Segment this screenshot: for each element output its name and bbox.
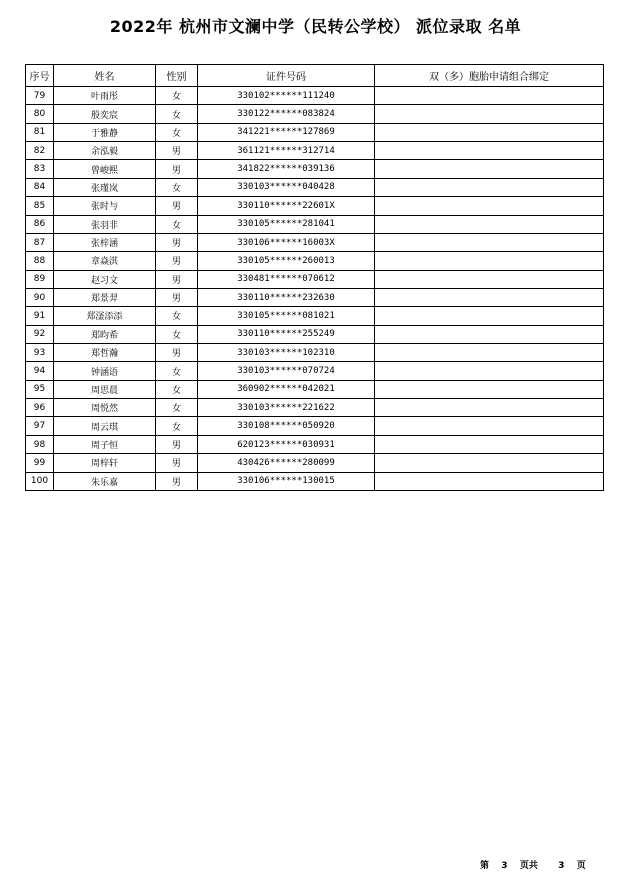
cell-no: 96 [26, 399, 54, 417]
cell-no: 85 [26, 197, 54, 215]
table-row [26, 233, 604, 251]
cell-gender: 男 [156, 454, 198, 472]
cell-no: 94 [26, 362, 54, 380]
table-row [26, 288, 604, 306]
cell-id: 330481******070612 [198, 270, 375, 288]
cell-no: 82 [26, 142, 54, 160]
cell-name: 周悦然 [54, 399, 156, 417]
table-row [26, 87, 604, 105]
cell-twin [375, 362, 604, 380]
cell-name: 周云琪 [54, 417, 156, 435]
cell-gender: 男 [156, 435, 198, 453]
cell-gender: 女 [156, 325, 198, 343]
cell-twin [375, 325, 604, 343]
cell-name: 曾峻熙 [54, 160, 156, 178]
table-row [26, 270, 604, 288]
table-row [26, 142, 604, 160]
cell-gender: 女 [156, 123, 198, 141]
footer-current-page: 3 [501, 861, 508, 871]
cell-twin [375, 178, 604, 196]
cell-twin [375, 123, 604, 141]
table-header-row [26, 65, 604, 87]
header-twin: 双（多）胞胎申请组合绑定 [375, 65, 604, 87]
cell-no: 84 [26, 178, 54, 196]
cell-id: 341822******039136 [198, 160, 375, 178]
table-row [26, 454, 604, 472]
footer-prefix: 第 [480, 861, 490, 871]
cell-twin [375, 142, 604, 160]
cell-no: 83 [26, 160, 54, 178]
cell-twin [375, 344, 604, 362]
cell-gender: 男 [156, 197, 198, 215]
table-row [26, 472, 604, 490]
cell-gender: 男 [156, 252, 198, 270]
cell-gender: 男 [156, 233, 198, 251]
cell-no: 95 [26, 380, 54, 398]
footer-total-pages: 3 [558, 861, 565, 871]
cell-name: 于雅静 [54, 123, 156, 141]
cell-id: 330103******221622 [198, 399, 375, 417]
cell-id: 341221******127869 [198, 123, 375, 141]
table-row [26, 344, 604, 362]
cell-twin [375, 454, 604, 472]
cell-name: 张瑾岚 [54, 178, 156, 196]
cell-name: 周子恒 [54, 435, 156, 453]
header-no: 序号 [26, 65, 54, 87]
table-row [26, 307, 604, 325]
table-row [26, 399, 604, 417]
cell-twin [375, 270, 604, 288]
cell-name: 周梓轩 [54, 454, 156, 472]
cell-name: 郑哲瀚 [54, 344, 156, 362]
cell-id: 361121******312714 [198, 142, 375, 160]
cell-id: 330122******083824 [198, 105, 375, 123]
cell-name: 章焱淇 [54, 252, 156, 270]
cell-twin [375, 105, 604, 123]
cell-twin [375, 87, 604, 105]
cell-no: 90 [26, 288, 54, 306]
page-title: 2022年 杭州市文澜中学（民转公学校） 派位录取 名单 [109, 17, 522, 36]
cell-id: 620123******030931 [198, 435, 375, 453]
cell-no: 100 [26, 472, 54, 490]
header-id: 证件号码 [198, 65, 375, 87]
cell-gender: 男 [156, 142, 198, 160]
table-row [26, 417, 604, 435]
table-row [26, 197, 604, 215]
cell-gender: 女 [156, 307, 198, 325]
cell-no: 91 [26, 307, 54, 325]
cell-no: 97 [26, 417, 54, 435]
cell-no: 88 [26, 252, 54, 270]
cell-no: 92 [26, 325, 54, 343]
cell-twin [375, 197, 604, 215]
table-row [26, 252, 604, 270]
cell-name: 殷奕宸 [54, 105, 156, 123]
cell-twin [375, 288, 604, 306]
table-body [26, 87, 604, 491]
cell-id: 430426******280099 [198, 454, 375, 472]
cell-name: 周思晨 [54, 380, 156, 398]
footer-suffix: 页 [576, 861, 586, 871]
cell-gender: 女 [156, 417, 198, 435]
cell-no: 99 [26, 454, 54, 472]
cell-name: 朱乐嘉 [54, 472, 156, 490]
header-gender: 性别 [156, 65, 198, 87]
cell-twin [375, 417, 604, 435]
cell-no: 81 [26, 123, 54, 141]
cell-id: 330110******232630 [198, 288, 375, 306]
cell-id: 330103******070724 [198, 362, 375, 380]
cell-id: 330103******040428 [198, 178, 375, 196]
cell-twin [375, 215, 604, 233]
cell-gender: 女 [156, 87, 198, 105]
cell-name: 郑景羿 [54, 288, 156, 306]
cell-twin [375, 252, 604, 270]
cell-no: 87 [26, 233, 54, 251]
cell-name: 赵习文 [54, 270, 156, 288]
cell-twin [375, 399, 604, 417]
cell-twin [375, 233, 604, 251]
cell-name: 余泓毅 [54, 142, 156, 160]
cell-no: 86 [26, 215, 54, 233]
cell-id: 330110******22601X [198, 197, 375, 215]
cell-gender: 男 [156, 288, 198, 306]
cell-twin [375, 307, 604, 325]
cell-gender: 女 [156, 380, 198, 398]
cell-id: 330110******255249 [198, 325, 375, 343]
cell-id: 330103******102310 [198, 344, 375, 362]
cell-name: 郑滏添添 [54, 307, 156, 325]
cell-twin [375, 435, 604, 453]
footer-middle: 页共 [519, 861, 538, 871]
cell-id: 330105******281041 [198, 215, 375, 233]
cell-gender: 男 [156, 472, 198, 490]
cell-no: 79 [26, 87, 54, 105]
cell-twin [375, 160, 604, 178]
cell-name: 郑昀希 [54, 325, 156, 343]
cell-gender: 女 [156, 178, 198, 196]
cell-twin [375, 380, 604, 398]
cell-twin [375, 472, 604, 490]
cell-id: 330106******130015 [198, 472, 375, 490]
table-row [26, 380, 604, 398]
cell-gender: 男 [156, 160, 198, 178]
table-row [26, 362, 604, 380]
cell-name: 张羽非 [54, 215, 156, 233]
table-row [26, 325, 604, 343]
cell-id: 360902******042021 [198, 380, 375, 398]
cell-no: 93 [26, 344, 54, 362]
cell-gender: 男 [156, 344, 198, 362]
cell-id: 330106******16003X [198, 233, 375, 251]
cell-gender: 男 [156, 270, 198, 288]
cell-id: 330105******081021 [198, 307, 375, 325]
table-row [26, 160, 604, 178]
cell-id: 330105******260013 [198, 252, 375, 270]
cell-gender: 女 [156, 362, 198, 380]
page-footer [480, 858, 586, 871]
cell-name: 张梓涵 [54, 233, 156, 251]
admission-table [25, 64, 604, 491]
cell-id: 330108******050920 [198, 417, 375, 435]
cell-id: 330102******111240 [198, 87, 375, 105]
cell-no: 80 [26, 105, 54, 123]
header-name: 姓名 [54, 65, 156, 87]
table-row [26, 435, 604, 453]
cell-no: 98 [26, 435, 54, 453]
cell-gender: 女 [156, 399, 198, 417]
cell-gender: 女 [156, 105, 198, 123]
cell-name: 钟涵语 [54, 362, 156, 380]
cell-name: 叶雨彤 [54, 87, 156, 105]
cell-gender: 女 [156, 215, 198, 233]
table-row [26, 215, 604, 233]
table-row [26, 178, 604, 196]
cell-no: 89 [26, 270, 54, 288]
table-row [26, 123, 604, 141]
cell-name: 张时与 [54, 197, 156, 215]
table-row [26, 105, 604, 123]
